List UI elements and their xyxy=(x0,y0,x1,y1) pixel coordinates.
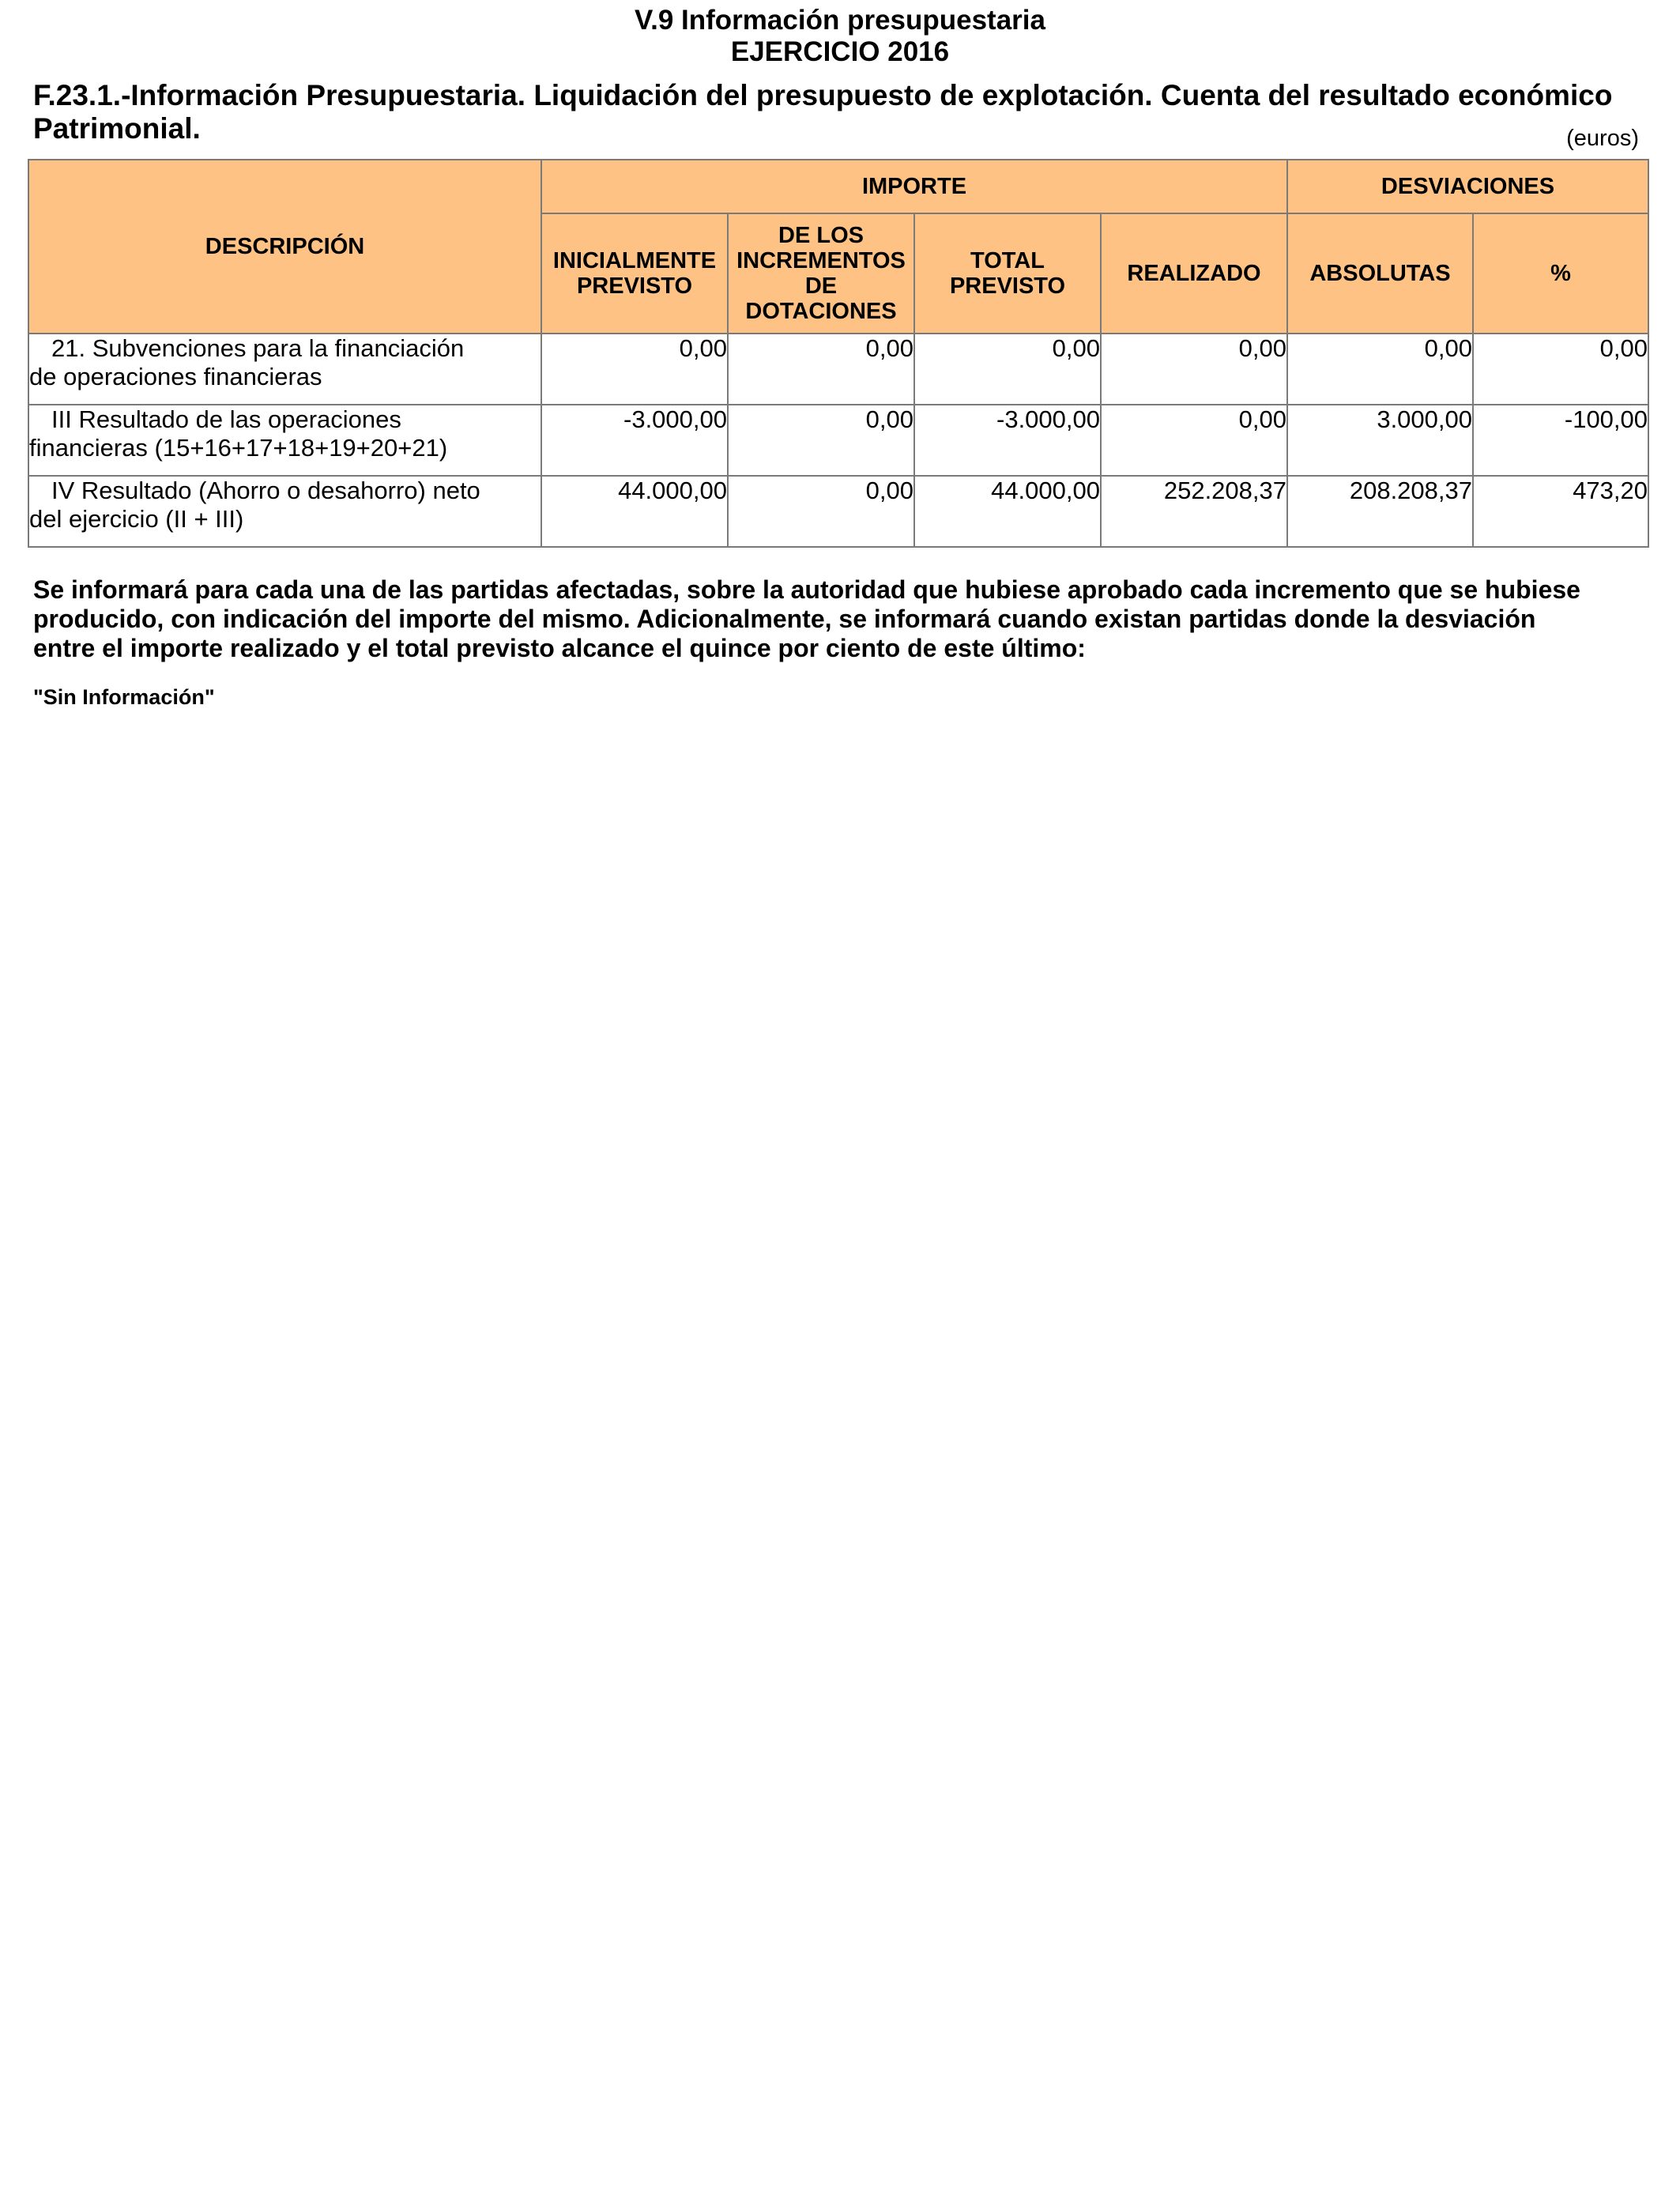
table-row xyxy=(28,405,1648,476)
cell-inicialmente-previsto: -3.000,00 xyxy=(541,405,728,476)
budget-table xyxy=(28,159,1649,548)
cell-inicialmente-previsto: 0,00 xyxy=(541,334,728,405)
header-row-groups xyxy=(28,160,1648,213)
section-title: F.23.1.-Información Presupuestaria. Liquidación del presupuesto de explotación. Cuenta del resultado económico Patrimonial. xyxy=(33,79,1613,145)
header-incrementos-line-4: DOTACIONES xyxy=(745,299,897,324)
header-incrementos-line-2: INCREMENTOS xyxy=(736,248,906,273)
cell-incrementos: 0,00 xyxy=(728,476,914,547)
cell-inicialmente-previsto: 44.000,00 xyxy=(541,476,728,547)
note-line-1: Se informará para cada una de las partidas afectadas, sobre la autoridad que hubiese aprobado cada incremento que se hubiese xyxy=(33,575,1580,604)
header-realizado: REALIZADO xyxy=(1101,213,1287,334)
header-inicialmente-previsto xyxy=(541,213,728,334)
explanatory-note xyxy=(33,575,1645,663)
header-incrementos-line-1: DE LOS xyxy=(778,223,864,248)
header-inicialmente-previsto-line-2: PREVISTO xyxy=(576,273,693,299)
row-description-line-1: IV Resultado (Ahorro o desahorro) neto xyxy=(51,477,480,504)
cell-total-previsto: 44.000,00 xyxy=(914,476,1101,547)
row-description-line-2: financieras (15+16+17+18+19+20+21) xyxy=(29,434,448,462)
header-total-previsto-line-1: TOTAL xyxy=(970,248,1045,273)
no-information-label: "Sin Información" xyxy=(33,685,215,709)
header-incrementos xyxy=(728,213,914,334)
cell-incrementos: 0,00 xyxy=(728,405,914,476)
header-incrementos-line-3: DE xyxy=(804,273,838,299)
row-description-line-1: 21. Subvenciones para la financiación xyxy=(51,334,465,362)
cell-absolutas: 3.000,00 xyxy=(1287,405,1473,476)
cell-realizado: 0,00 xyxy=(1101,334,1287,405)
row-description-line-2: de operaciones financieras xyxy=(29,363,322,390)
header-total-previsto-line-2: PREVISTO xyxy=(949,273,1066,299)
document-title: V.9 Información presupuestaria xyxy=(635,5,1045,36)
header-desviaciones: DESVIACIONES xyxy=(1287,160,1648,213)
cell-porcentaje: 0,00 xyxy=(1473,334,1648,405)
row-description xyxy=(28,476,541,547)
units-label: (euros) xyxy=(1566,126,1639,151)
header-importe: IMPORTE xyxy=(541,160,1287,213)
row-description xyxy=(28,334,541,405)
row-description xyxy=(28,405,541,476)
cell-total-previsto: 0,00 xyxy=(914,334,1101,405)
cell-realizado: 0,00 xyxy=(1101,405,1287,476)
table-row xyxy=(28,476,1648,547)
document-subtitle: EJERCICIO 2016 xyxy=(730,36,950,67)
cell-absolutas: 0,00 xyxy=(1287,334,1473,405)
header-descripcion: DESCRIPCIÓN xyxy=(28,160,541,334)
cell-incrementos: 0,00 xyxy=(728,334,914,405)
cell-realizado: 252.208,37 xyxy=(1101,476,1287,547)
header-inicialmente-previsto-line-1: INICIALMENTE xyxy=(552,248,717,273)
cell-absolutas: 208.208,37 xyxy=(1287,476,1473,547)
row-description-line-1: III Resultado de las operaciones xyxy=(51,405,401,433)
header-porcentaje: % xyxy=(1473,213,1648,334)
header-total-previsto xyxy=(914,213,1101,334)
cell-porcentaje: 473,20 xyxy=(1473,476,1648,547)
note-line-2: producido, con indicación del importe del mismo. Adicionalmente, se informará cuando existan partidas donde la desviación xyxy=(33,605,1536,633)
table-row xyxy=(28,334,1648,405)
note-line-3: entre el importe realizado y el total previsto alcance el quince por ciento de este último: xyxy=(33,634,1086,662)
row-description-line-2: del ejercicio (II + III) xyxy=(29,505,244,533)
header-absolutas: ABSOLUTAS xyxy=(1287,213,1473,334)
cell-porcentaje: -100,00 xyxy=(1473,405,1648,476)
cell-total-previsto: -3.000,00 xyxy=(914,405,1101,476)
